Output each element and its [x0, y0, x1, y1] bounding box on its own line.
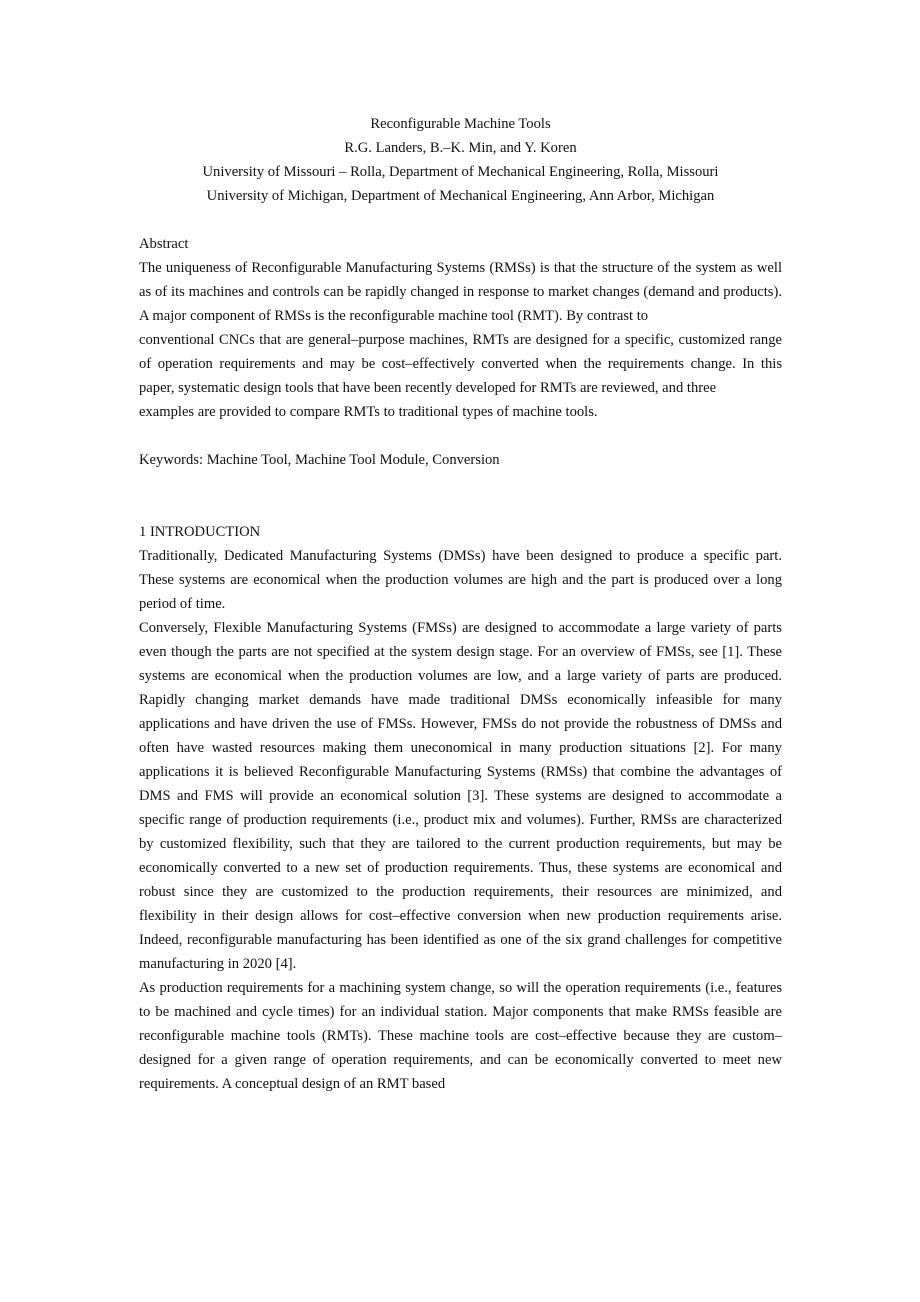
abstract-paragraph: examples are provided to compare RMTs to traditional types of machine tools.	[139, 404, 598, 420]
abstract-heading: Abstract	[139, 236, 189, 252]
introduction-paragraph: Traditionally, Dedicated Manufacturing Systems (DMSs) have been designed to produce a specific part. These systems are economical when the production volumes are high and the part is produced over a long period of time.	[139, 548, 782, 612]
paper-page	[139, 112, 782, 1096]
introduction-paragraph: As production requirements for a machining system change, so will the operation requirements (i.e., features to be machined and cycle times) for an individual station. Major components that make RMSs feasible are reconfigurable machine tools (RMTs). These machine tools are cost–effective because they are custom–designed for a given range of operation requirements, and can be economically converted to meet new requirements. A conceptual design of an RMT based	[139, 980, 782, 1092]
keywords: Keywords: Machine Tool, Machine Tool Module, Conversion	[139, 452, 500, 468]
affiliation-missouri: University of Missouri – Rolla, Department of Mechanical Engineering, Rolla, Missouri	[202, 164, 719, 180]
spacer	[139, 424, 782, 448]
paper-title: Reconfigurable Machine Tools	[370, 116, 551, 132]
spacer	[139, 208, 782, 232]
paper-header	[139, 112, 782, 208]
introduction-paragraph: Conversely, Flexible Manufacturing Systems (FMSs) are designed to accommodate a large variety of parts even though the parts are not specified at the system design stage. For an overview of FMSs, see [1]. These systems are economical when the production volumes are low, and a large variety of parts are produced. Rapidly changing market demands have made traditional DMSs economically infeasible for many applications and have driven the use of FMSs. However, FMSs do not provide the robustness of DMSs and often have wasted resources making them uneconomical in many production situations [2]. For many applications it is believed Reconfigurable Manufacturing Systems (RMSs) that combine the advantages of DMS and FMS will provide an economical solution [3]. These systems are designed to accommodate a specific range of production requirements (i.e., product mix and volumes). Further, RMSs are characterized by customized flexibility, such that they are tailored to the current production requirements, but may be economically converted to a new set of production requirements. Thus, these systems are economical and robust since they are customized to the production requirements, their resources are minimized, and flexibility in their design allows for cost–effective conversion when new production requirements arise. Indeed, reconfigurable manufacturing has been identified as one of the six grand challenges for competitive manufacturing in 2020 [4].	[139, 620, 782, 972]
abstract-section	[139, 232, 782, 424]
introduction-heading: 1 INTRODUCTION	[139, 524, 261, 540]
abstract-paragraph: conventional CNCs that are general–purpose machines, RMTs are designed for a specific, customized range of operation requirements and may be cost–effectively converted when the requirements change. In this paper, systematic design tools that have been recently developed for RMTs are reviewed, and three	[139, 332, 782, 396]
abstract-paragraph: The uniqueness of Reconfigurable Manufacturing Systems (RMSs) is that the structure of the system as well as of its machines and controls can be rapidly changed in response to market changes (demand and products). A major component of RMSs is the reconfigurable machine tool (RMT). By contrast to	[139, 260, 782, 324]
spacer	[139, 472, 782, 520]
introduction-section	[139, 520, 782, 1096]
affiliation-michigan: University of Michigan, Department of Mechanical Engineering, Ann Arbor, Michigan	[206, 188, 715, 204]
paper-authors: R.G. Landers, B.–K. Min, and Y. Koren	[344, 140, 577, 156]
